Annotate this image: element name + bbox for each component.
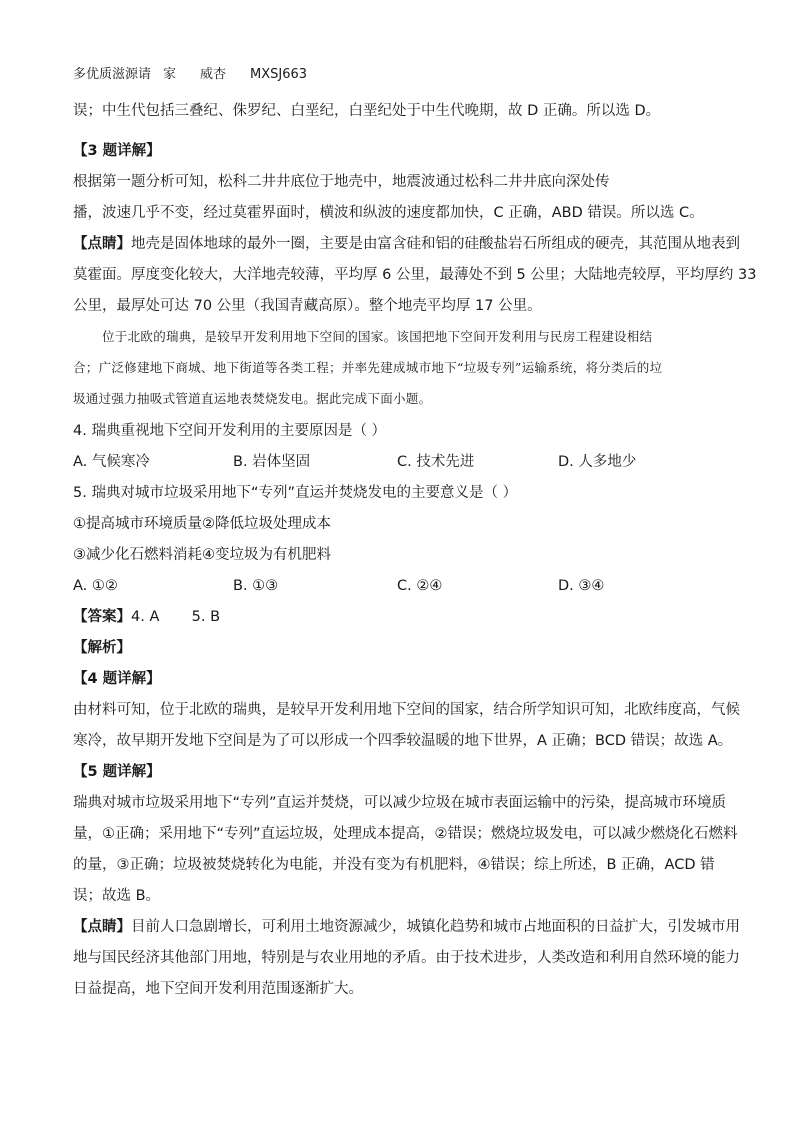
option-b: B. ①③ — [233, 578, 279, 594]
answer-line: 【答案】4. A 5. B — [73, 609, 221, 625]
text-line: 误；中生代包括三叠纪、侏罗纪、白垩纪，白垩纪处于中生代晚期，故 D 正确。所以选 D。 — [73, 103, 661, 119]
statement-line: ③减少化石燃料消耗④变垃圾为有机肥料 — [73, 547, 331, 563]
section-heading: 【5 题详解】 — [73, 764, 161, 780]
material-line: 位于北欧的瑞典，是较早开发利用地下空间的国家。该国把地下空间开发利用与民房工程建设相结 — [102, 329, 653, 344]
tip-label: 【点睛】 — [73, 919, 131, 935]
material-line: 合；广泛修建地下商城、地下街道等各类工程；并率先建成城市地下“垃圾专列”运输系统，将分类后的垃 — [73, 360, 663, 375]
header-prefix: 多优质滋源请 — [73, 67, 152, 82]
text-line: 的量，③正确；垃圾被焚烧转化为电能，并没有变为有机肥料，④错误；综上所述，B 正确，ACD 错 — [73, 857, 715, 873]
text-line: 【点睛】目前人口急剧增长，可利用土地资源减少，城镇化趋势和城市占地面积的日益扩大，引发城市用 — [73, 919, 740, 935]
question-5: 5. 瑞典对城市垃圾采用地下“专列”直运并焚烧发电的主要意义是（ ） — [73, 485, 518, 501]
option-c: C. ②④ — [397, 578, 443, 594]
answer-label: 【答案】 — [73, 609, 131, 625]
text-line: 量，①正确；采用地下“专列”直运垃圾，处理成本提高，②错误；燃烧垃圾发电，可以减少燃烧化石燃料 — [73, 826, 738, 842]
text-line: 根据第一题分析可知，松科二井井底位于地壳中，地震波通过松科二井井底向深处传 — [73, 174, 610, 190]
section-heading: 【4 题详解】 — [73, 671, 161, 687]
header-name: 威杏 — [200, 67, 227, 82]
analysis-heading: 【解析】 — [73, 640, 131, 656]
option-a: A. ①② — [73, 578, 118, 594]
text-line: 寒冷，故早期开发地下空间是为了可以形成一个四季较温暖的地下世界，A 正确；BCD 错误；故选 A。 — [73, 733, 733, 749]
option-b: B. 岩体坚固 — [233, 454, 311, 470]
header-home: 家 — [163, 67, 177, 82]
option-d: D. ③④ — [558, 578, 605, 594]
statement-line: ①提高城市环境质量②降低垃圾处理成本 — [73, 516, 331, 532]
text-line: 播，波速几乎不变，经过莫霍界面时，横波和纵波的速度都加快，C 正确，ABD 错误。所以选 C。 — [73, 205, 704, 221]
text-line: 公里，最厚处可达 70 公里（我国青藏高原）。整个地壳平均厚 17 公里。 — [73, 298, 542, 314]
option-d: D. 人多地少 — [558, 454, 637, 470]
text-line: 瑞典对城市垃圾采用地下“专列”直运并焚烧，可以减少垃圾在城市表面运输中的污染，提高城市环境质 — [73, 795, 727, 811]
tip-label: 【点睛】 — [73, 236, 131, 252]
option-c: C. 技术先进 — [397, 454, 475, 470]
section-heading: 【3 题详解】 — [73, 143, 161, 159]
question-4: 4. 瑞典重视地下空间开发利用的主要原因是（ ） — [73, 423, 387, 439]
header-code: MXSJ663 — [250, 67, 308, 82]
text-line: 由材料可知，位于北欧的瑞典，是较早开发利用地下空间的国家，结合所学知识可知，北欧纬度高，气候 — [73, 702, 740, 718]
text-line: 地与国民经济其他部门用地，特别是与农业用地的矛盾。由于技术进步，人类改造和利用自然环境的能力 — [73, 950, 740, 966]
page-header — [73, 66, 307, 84]
option-a: A. 气候寒冷 — [73, 454, 150, 470]
material-line: 圾通过强力抽吸式管道直运地表焚烧发电。据此完成下面小题。 — [73, 391, 432, 406]
text-line: 莫霍面。厚度变化较大，大洋地壳较薄，平均厚 6 公里，最薄处不到 5 公里；大陆地壳较厚，平均厚约 33 — [73, 267, 757, 283]
text-line: 日益提高，地下空间开发利用范围逐渐扩大。 — [73, 981, 363, 997]
text-line: 【点睛】地壳是固体地球的最外一圈，主要是由富含硅和铝的硅酸盐岩石所组成的硬壳，其范围从地表到 — [73, 236, 740, 252]
text-line: 误；故选 B。 — [73, 888, 161, 904]
